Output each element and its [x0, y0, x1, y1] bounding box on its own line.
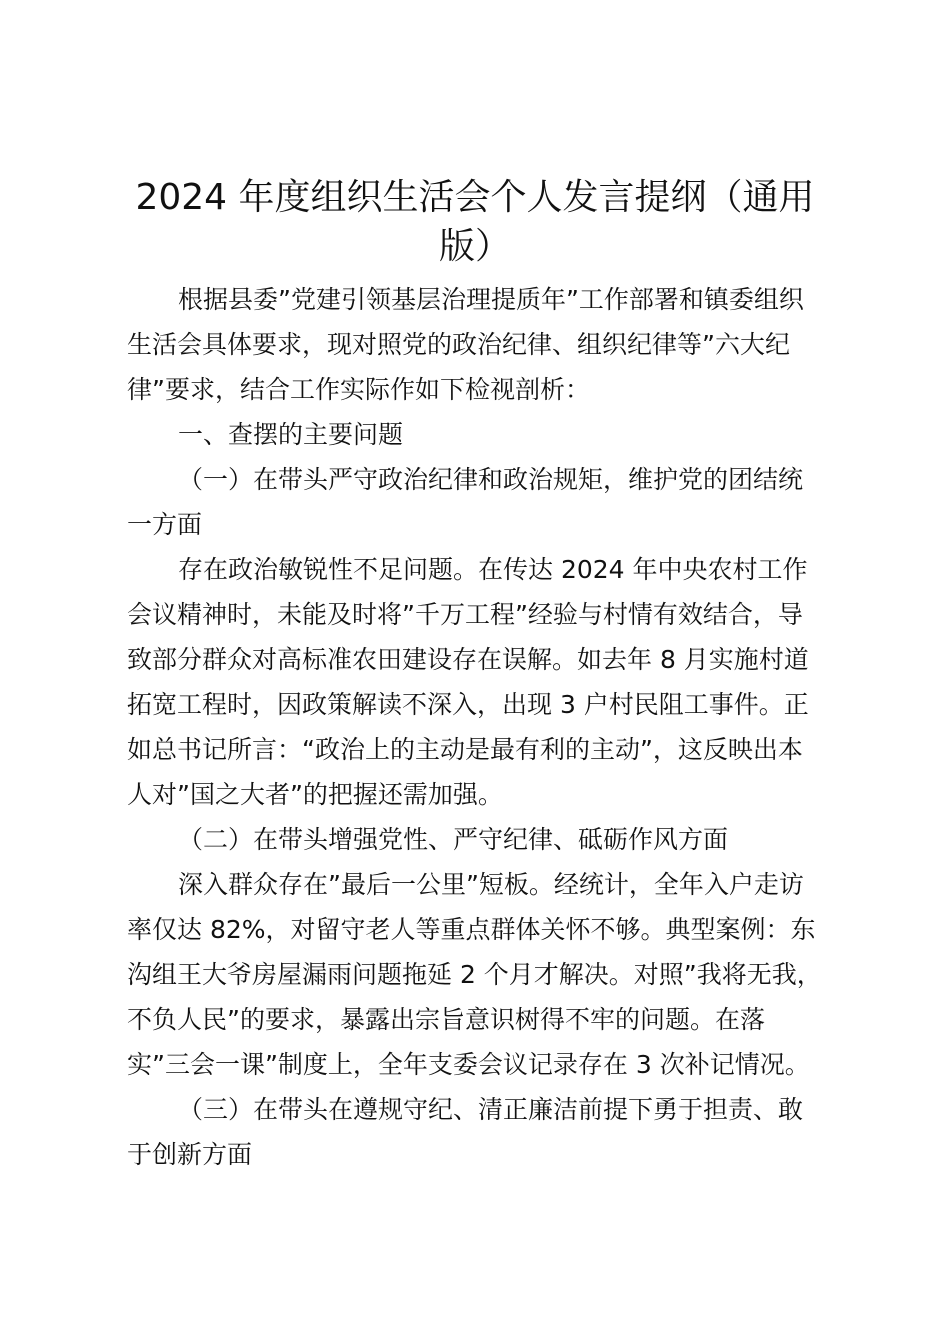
- paragraph-2-line-1: 深入群众存在”最后一公里”短板。经统计，全年入户走访: [178, 870, 804, 899]
- subsection-heading-1-line-1: （一）在带头严守政治纪律和政治规矩，维护党的团结统: [178, 465, 804, 494]
- subsection-heading-3-line-1: （三）在带头在遵规守纪、清正廉洁前提下勇于担责、敢: [178, 1095, 804, 1124]
- document-title-line-1: 2024 年度组织生活会个人发言提纲（通用: [135, 177, 815, 218]
- paragraph-1-line-1: 存在政治敏锐性不足问题。在传达 2024 年中央农村工作: [178, 555, 808, 584]
- paragraph-2-line-2: 率仅达 82%，对留守老人等重点群体关怀不够。典型案例：东: [127, 915, 816, 944]
- document-title-line-2: 版）: [438, 226, 511, 267]
- paragraph-2-line-3: 沟组王大爷房屋漏雨问题拖延 2 个月才解决。对照”我将无我，: [127, 960, 822, 989]
- paragraph-1-line-6: 人对”国之大者”的把握还需加强。: [127, 780, 503, 809]
- paragraph-intro-line-2: 生活会具体要求，现对照党的政治纪律、组织纪律等”六大纪: [127, 330, 790, 359]
- subsection-heading-1-line-2: 一方面: [127, 510, 203, 539]
- subsection-heading-3-line-2: 于创新方面: [127, 1140, 253, 1169]
- paragraph-1-line-4: 拓宽工程时，因政策解读不深入，出现 3 户村民阻工事件。正: [127, 690, 809, 719]
- document-body: [127, 277, 837, 1177]
- paragraph-2-line-4: 不负人民”的要求，暴露出宗旨意识树得不牢的问题。在落: [127, 1005, 765, 1034]
- paragraph-2-line-5: 实”三会一课”制度上，全年支委会议记录存在 3 次补记情况。: [127, 1050, 810, 1079]
- paragraph-1-line-5: 如总书记所言：“政治上的主动是最有利的主动”，这反映出本: [127, 735, 803, 764]
- subsection-heading-2: （二）在带头增强党性、严守纪律、砥砺作风方面: [178, 825, 729, 854]
- paragraph-intro-line-1: 根据县委”党建引领基层治理提质年”工作部署和镇委组织: [178, 285, 804, 314]
- paragraph-1-line-3: 致部分群众对高标准农田建设存在误解。如去年 8 月实施村道: [127, 645, 809, 674]
- paragraph-1-line-2: 会议精神时，未能及时将”千万工程”经验与村情有效结合，导: [127, 600, 803, 629]
- paragraph-intro-line-3: 律”要求，结合工作实际作如下检视剖析：: [127, 375, 590, 404]
- section-heading-1: 一、查摆的主要问题: [178, 420, 404, 449]
